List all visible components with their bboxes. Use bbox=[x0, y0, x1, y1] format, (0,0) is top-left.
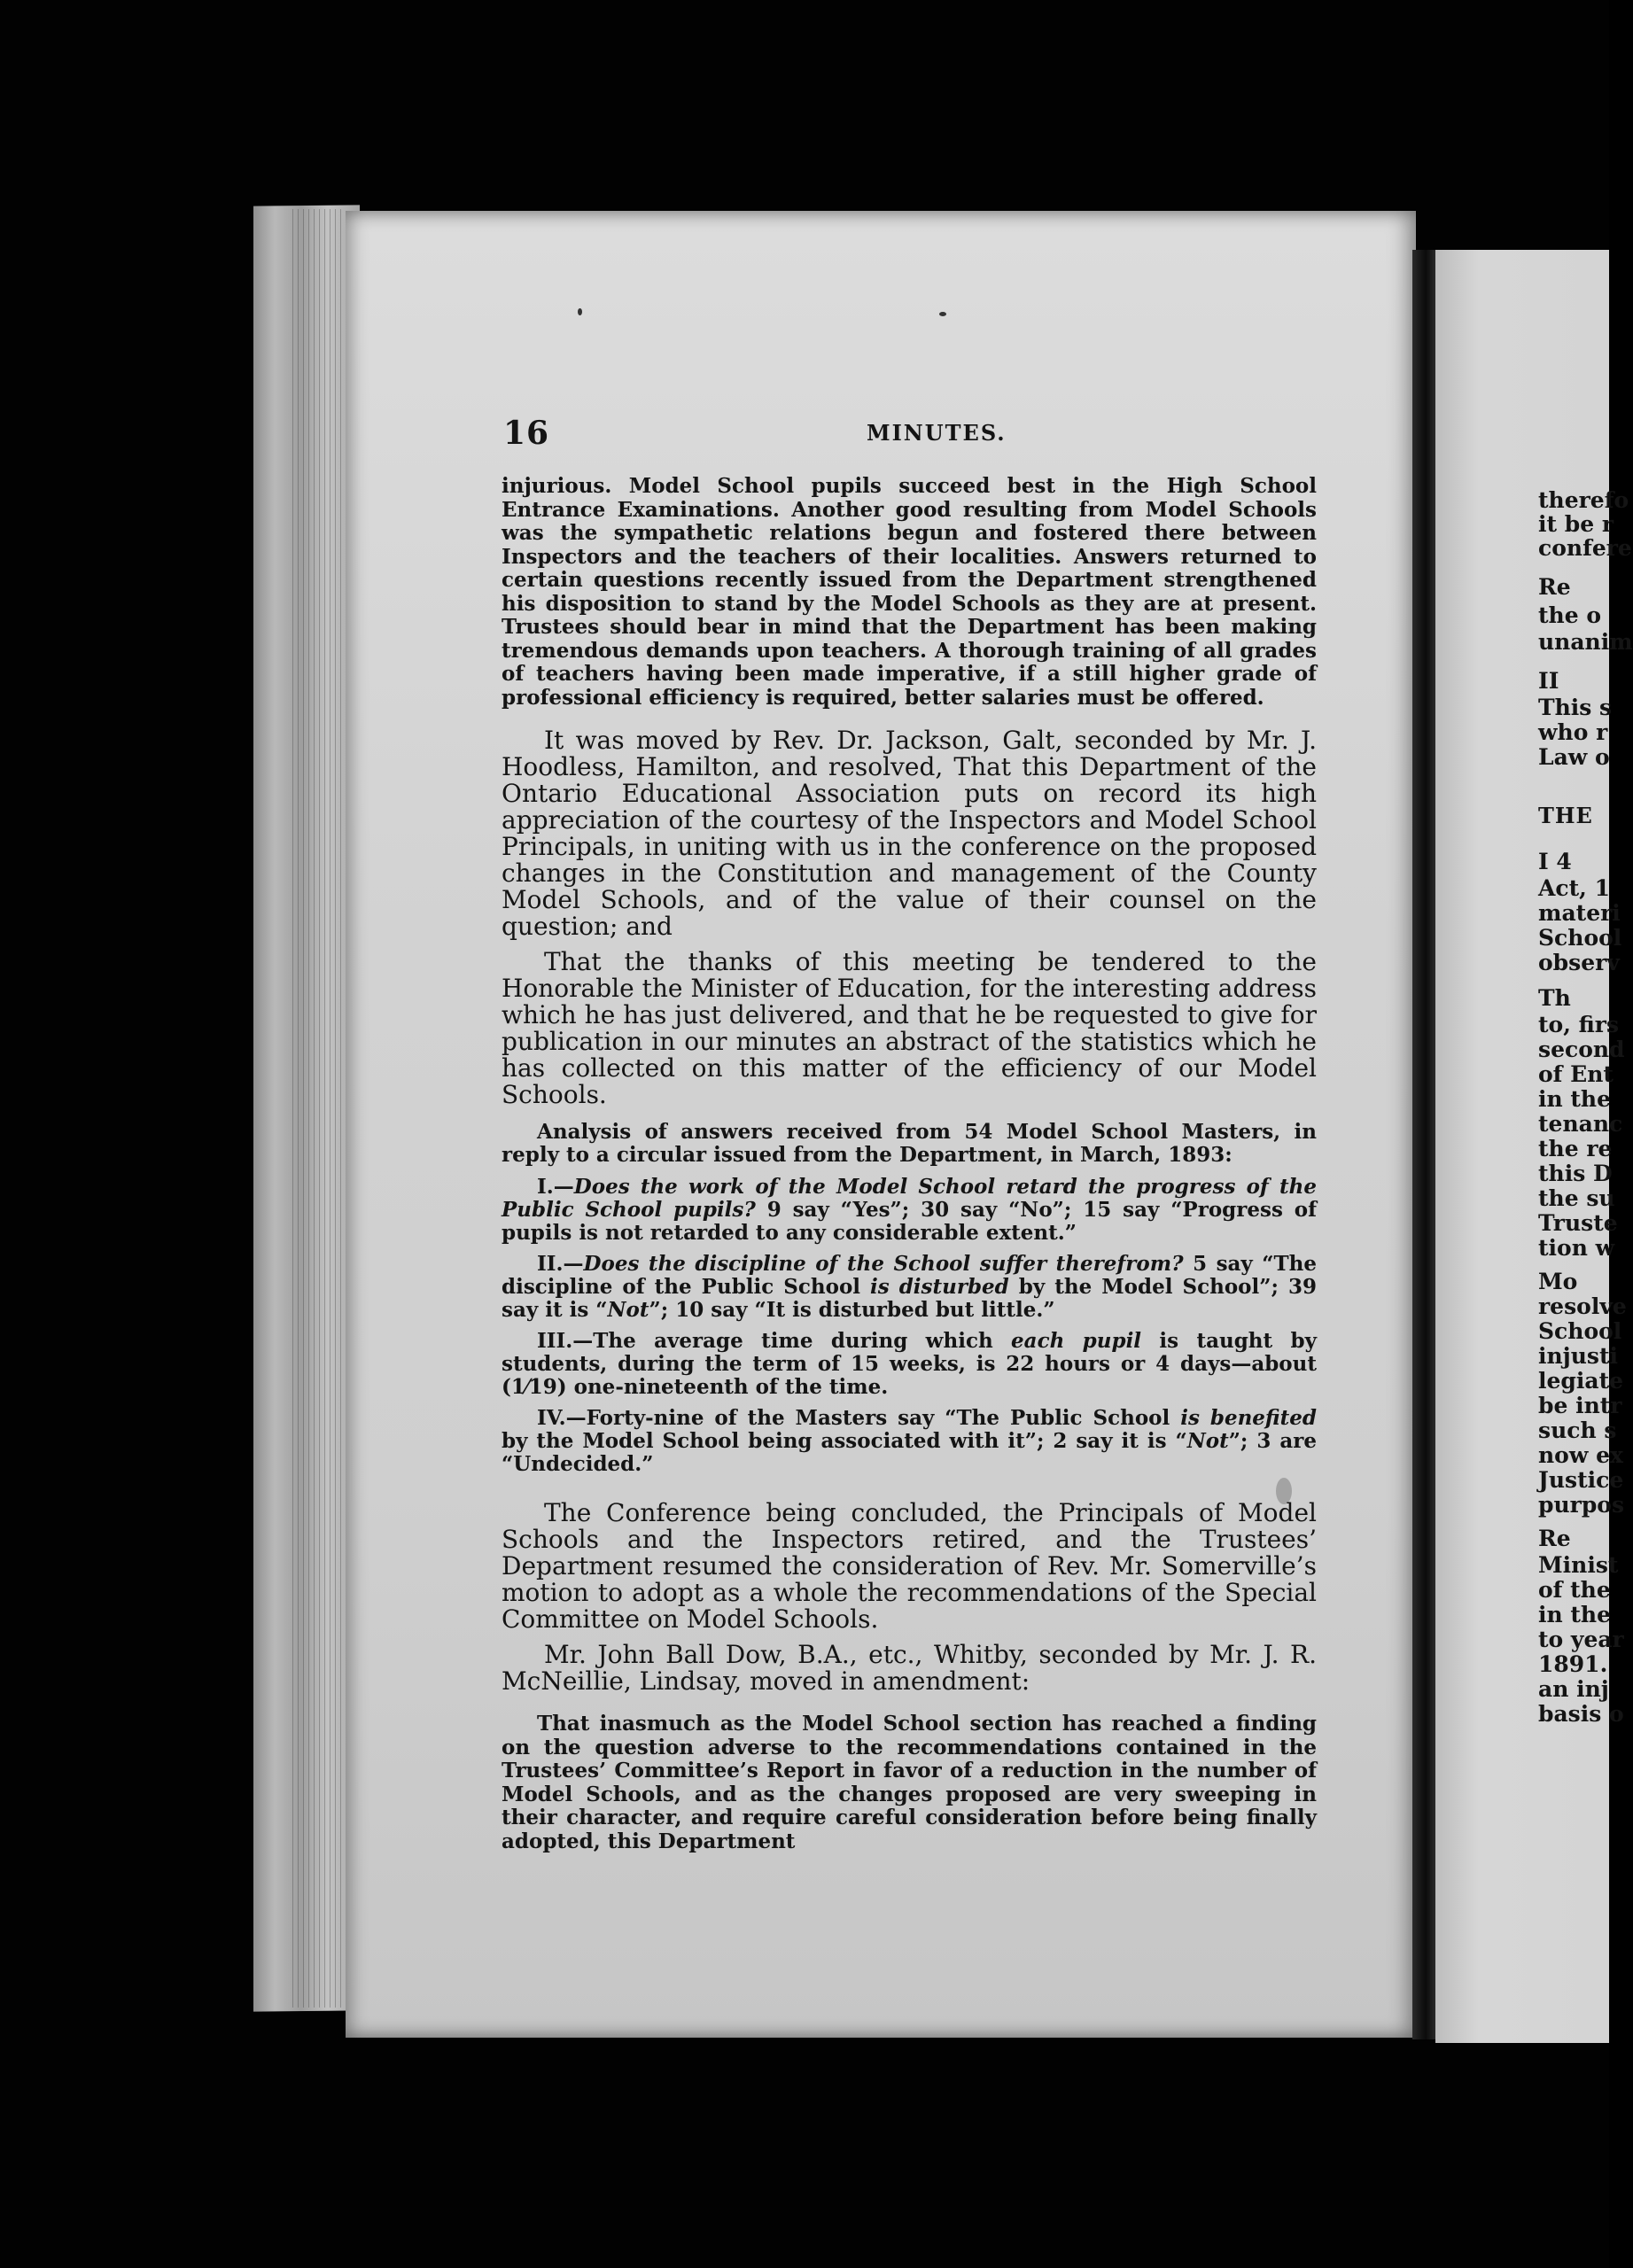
question-2-number: II.— bbox=[537, 1252, 584, 1276]
right-page-line: School bbox=[1538, 1318, 1622, 1344]
right-page-line: Minist bbox=[1538, 1552, 1619, 1578]
right-page-line: Act, 1 bbox=[1538, 875, 1610, 901]
right-page-line: this D bbox=[1538, 1161, 1613, 1186]
right-page-line: Re bbox=[1538, 574, 1571, 600]
paragraph-injurious: injurious. Model School pupils succeed best in the High School Entrance Examinations. Another good resulting from Model Schools was the sympathetic relations begun and fostered there between Inspectors and the teachers of their localities. Answers returned to certain questions recently issued from the Department strengthened his disposition to stand by the Model Schools as they are at present. Trustees should bear in mind that the Department has been making tremendous demands upon teachers. A thorough training of all grades of teachers having been made imperative, if a still higher grade of professional efficiency is required, better salaries must be offered. bbox=[502, 474, 1317, 710]
right-page-line: tion w bbox=[1538, 1235, 1615, 1261]
right-page-partial bbox=[1435, 250, 1633, 2043]
right-page-line: it be r bbox=[1538, 511, 1614, 537]
right-page-line: therefo bbox=[1538, 487, 1629, 513]
right-page-line: basis o bbox=[1538, 1701, 1624, 1727]
right-page-line: Mo bbox=[1538, 1269, 1578, 1294]
paragraph-analysis-intro: Analysis of answers received from 54 Model School Masters, in reply to a circular issued from the Department, in March, 1893: bbox=[502, 1120, 1317, 1167]
question-2-italic-not: Not bbox=[607, 1298, 649, 1322]
question-4-italic-not: Not bbox=[1186, 1429, 1229, 1453]
right-page-line: Law o bbox=[1538, 744, 1610, 770]
page-number: 16 bbox=[503, 415, 550, 452]
right-page-line: confere bbox=[1538, 535, 1632, 561]
question-2-answer-c: ”; 10 say “It is disturbed but little.” bbox=[649, 1298, 1055, 1322]
scan-smudge bbox=[1276, 1478, 1292, 1504]
paragraph-dow-amendment: Mr. John Ball Dow, B.A., etc., Whitby, seconded by Mr. J. R. McNeillie, Lindsay, moved in amendment: bbox=[502, 1640, 1317, 1696]
question-2-text: Does the discipline of the School suffer therefrom? bbox=[583, 1252, 1184, 1276]
right-page-line: This s bbox=[1538, 695, 1613, 720]
right-page-line: in the bbox=[1538, 1602, 1612, 1627]
right-page-line: Justice bbox=[1538, 1467, 1624, 1493]
right-page-line: observ bbox=[1538, 950, 1620, 975]
paragraph-conference-concluded: The Conference being concluded, the Principals of Model Schools and the Inspectors retired, and the Trustees’ Department resumed the consideration of Rev. Mr. Somerville’s motion to adopt as a whole the recommendations of the Special Committee on Model Schools. bbox=[502, 1498, 1317, 1634]
question-2-answer-a: 5 say “The discipline of the Public School bbox=[502, 1252, 1317, 1299]
right-page-line: I 4 bbox=[1538, 849, 1572, 874]
right-page-line: materi bbox=[1538, 900, 1621, 926]
right-page-line: unanim bbox=[1538, 629, 1633, 655]
question-3 bbox=[502, 1330, 1317, 1399]
question-1-text: Does the work of the Model School retard the progress of the Public School pupils? bbox=[502, 1175, 1317, 1222]
right-page-line: School bbox=[1538, 925, 1622, 951]
page-stack-lines bbox=[292, 209, 346, 2008]
left-page bbox=[346, 211, 1416, 2038]
right-page-line: II bbox=[1538, 668, 1559, 694]
question-1-number: I.— bbox=[537, 1175, 574, 1199]
question-1-answer: 9 say “Yes”; 30 say “No”; 15 say “Progress of pupils is not retarded to any considerable extent.” bbox=[502, 1198, 1318, 1245]
right-page-line: tenanc bbox=[1538, 1111, 1623, 1137]
right-page-line: Th bbox=[1538, 985, 1571, 1011]
question-4-b: by the Model School being associated with it”; 2 say it is “ bbox=[502, 1429, 1187, 1453]
question-4-italic: is benefited bbox=[1180, 1406, 1317, 1430]
question-2 bbox=[502, 1253, 1317, 1322]
right-page-line: of the bbox=[1538, 1577, 1611, 1603]
right-page-line: THE bbox=[1538, 803, 1593, 828]
question-3-b: is taught by students, during the term of 15 weeks, is 22 hours or 4 days—about (1⁄19) one-nineteenth of the time. bbox=[502, 1329, 1317, 1399]
right-page-line: the re bbox=[1538, 1136, 1613, 1161]
right-page-line: to, firs bbox=[1538, 1012, 1620, 1037]
question-2-answer-b: by the Model School”; 39 say it is “ bbox=[502, 1275, 1317, 1322]
paragraph-inasmuch: That inasmuch as the Model School section has reached a finding on the question adverse to the recommendations contained in the Trustees’ Committee’s Report in favor of a reduction in the number of Model Schools, and as the changes proposed are very sweeping in their character, and require careful consideration before being finally adopted, this Department bbox=[502, 1712, 1317, 1853]
right-page-line: now ex bbox=[1538, 1442, 1623, 1468]
right-page-line: purpos bbox=[1538, 1492, 1625, 1518]
right-page-line: to year bbox=[1538, 1627, 1624, 1652]
right-page-line: injusti bbox=[1538, 1343, 1619, 1369]
right-page-line: Truste bbox=[1538, 1210, 1618, 1236]
right-page-line: of Ent bbox=[1538, 1061, 1614, 1087]
right-page-line: Re bbox=[1538, 1526, 1571, 1551]
paragraph-motion-jackson: It was moved by Rev. Dr. Jackson, Galt, seconded by Mr. J. Hoodless, Hamilton, and resolved, That this Department of the Ontario Educational Association puts on record its high appreciation of the courtesy of the Inspectors and Model School Principals, in uniting with us in the conference on the proposed changes in the Constitution and management of the County Model Schools, and of the value of their counsel on the question; and bbox=[502, 726, 1317, 941]
right-page-line: be intr bbox=[1538, 1393, 1622, 1418]
scan-speck bbox=[939, 312, 946, 316]
question-1 bbox=[502, 1176, 1317, 1245]
right-page-line: 1891. bbox=[1538, 1651, 1608, 1677]
question-3-a: III.—The average time during which bbox=[537, 1329, 1012, 1353]
right-page-line: the o bbox=[1538, 602, 1602, 628]
right-page-line: second bbox=[1538, 1037, 1625, 1062]
question-4 bbox=[502, 1407, 1317, 1476]
page-body bbox=[502, 475, 1317, 1853]
right-page-line: in the bbox=[1538, 1086, 1612, 1112]
question-3-italic: each pupil bbox=[1011, 1329, 1142, 1353]
right-page-line: resolve bbox=[1538, 1293, 1627, 1319]
right-page-line: such s bbox=[1538, 1418, 1617, 1443]
right-page-line: the su bbox=[1538, 1185, 1615, 1211]
right-page-line: an inj bbox=[1538, 1676, 1609, 1702]
question-2-italic-disturbed: is disturbed bbox=[870, 1275, 1009, 1299]
page-header bbox=[503, 415, 1318, 459]
question-4-c: ”; 3 are “Undecided.” bbox=[502, 1429, 1317, 1476]
question-4-a: IV.—Forty-nine of the Masters say “The Public School bbox=[537, 1406, 1181, 1430]
paragraph-thanks-minister: That the thanks of this meeting be tendered to the Honorable the Minister of Education, for the interesting address which he has just delivered, and that he be requested to give for publication in our minutes an abstract of the statistics which he has collected on this matter of the efficiency of our Model Schools. bbox=[502, 947, 1317, 1109]
right-page-line: who r bbox=[1538, 719, 1608, 745]
right-page-line: legiate bbox=[1538, 1368, 1624, 1394]
running-head: MINUTES. bbox=[867, 420, 1007, 446]
scan-speck bbox=[578, 308, 582, 315]
